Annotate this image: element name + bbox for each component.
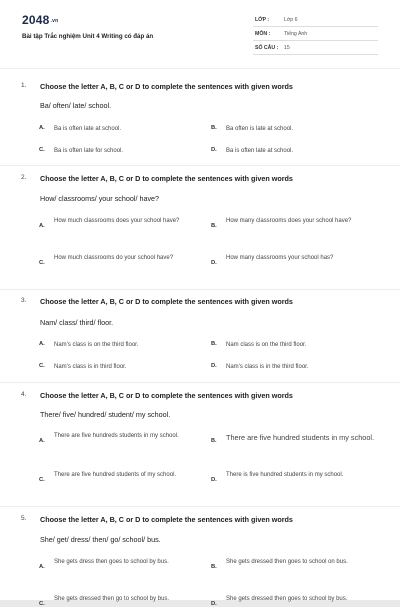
question-1: 1. Choose the letter A, B, C or D to complete the sentences with given words Ba/ often/ late/ school. A. Ba is often late at school. B. Ba often is late at school. C. Ba is often late for school. D. Ba is often late at school. [0, 70, 400, 166]
question-number: 1. [21, 82, 27, 89]
question-3: 3. Choose the letter A, B, C or D to complete the sentences with given words Nam/ class/ third/ floor. A. Nam's class is on the third floor. B. Nam class is on the third floor. C. Nam's class is in third floor. D. Nam's class is in the third floor. [0, 290, 400, 383]
question-number: 3. [21, 297, 27, 304]
page-header [0, 0, 400, 70]
meta-subject [253, 29, 378, 41]
header-divider [0, 68, 400, 69]
meta-subject-value: Tiếng Anh [284, 31, 308, 37]
question-prompt: How/ classrooms/ your school/ have? [40, 194, 160, 203]
question-title: Choose the letter A, B, C or D to complete the sentences with given words [40, 515, 293, 524]
meta-question-count [253, 43, 378, 55]
question-title: Choose the letter A, B, C or D to complete the sentences with given words [40, 297, 293, 306]
question-number: 5. [21, 515, 27, 522]
meta-grade-value: Lớp 6 [284, 17, 298, 23]
meta-subject-label: MÔN : [255, 31, 271, 37]
question-prompt: There/ five/ hundred/ student/ my school. [40, 410, 171, 419]
meta-grade-label: LỚP : [255, 17, 270, 23]
question-number: 4. [21, 391, 27, 398]
meta-grade [253, 15, 378, 27]
meta-count-value: 15 [284, 45, 290, 51]
question-prompt: Ba/ often/ late/ school. [40, 101, 112, 110]
question-number: 2. [21, 174, 27, 181]
question-4: 4. Choose the letter A, B, C or D to complete the sentences with given words There/ five/ hundred/ student/ my school. A. There are five hundreds students in my school. B. There are five hundred students in my school. C. There are five hundred students of my school. D. There is five hundred students in my school. [0, 383, 400, 507]
site-logo[interactable]: 2048.vn [22, 13, 59, 27]
question-2: 2. Choose the letter A, B, C or D to complete the sentences with given words How/ classrooms/ your school/ have? A. How much classrooms does your school have? B. How many classrooms does your school have? C. How much classrooms do your school have? D. How many classrooms your school has? [0, 166, 400, 290]
question-title: Choose the letter A, B, C or D to complete the sentences with given words [40, 174, 293, 183]
question-5: 5. Choose the letter A, B, C or D to complete the sentences with given words She/ get/ dress/ then/ go/ school/ bus. A. She gets dress then goes to school by bus. B. She gets dressed then goes to school on bus. C. She gets dressed then go to school by bus. D. She gets dressed then goes to school by bus. [21, 515, 348, 607]
document-title: Bài tập Trắc nghiệm Unit 4 Writing có đáp án [22, 33, 154, 40]
question-title: Choose the letter A, B, C or D to complete the sentences with given words [40, 82, 293, 91]
question-title: Choose the letter A, B, C or D to complete the sentences with given words [40, 391, 293, 400]
question-prompt: She/ get/ dress/ then/ go/ school/ bus. [40, 535, 161, 544]
question-prompt: Nam/ class/ third/ floor. [40, 318, 114, 327]
meta-count-label: SỐ CÂU : [255, 45, 279, 51]
